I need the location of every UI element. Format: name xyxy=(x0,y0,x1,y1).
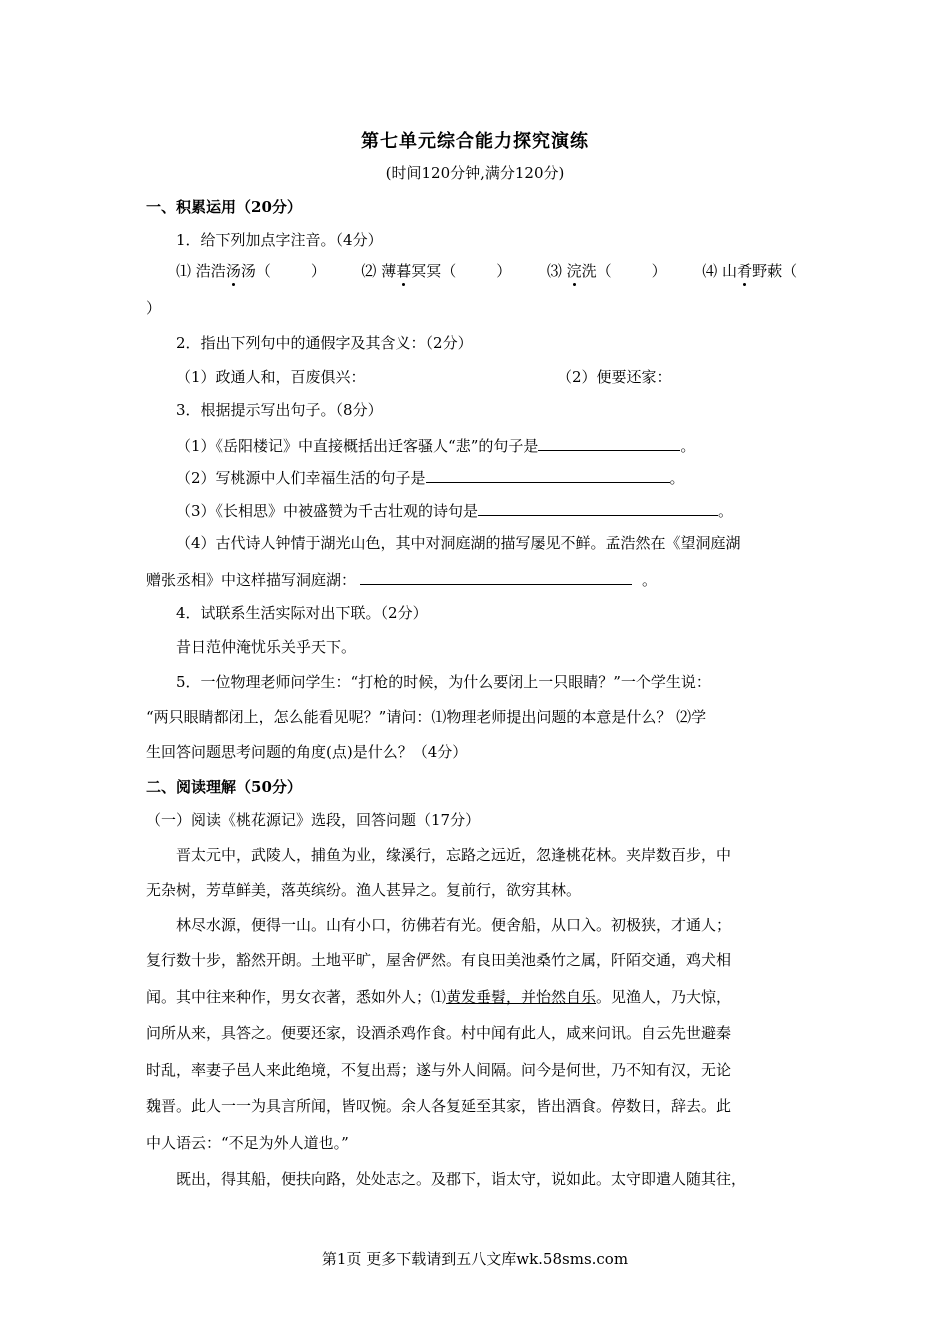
q2-stem: 2．指出下列句中的通假字及其含义：（2分） xyxy=(176,334,473,352)
passage-line: 问所从来，具答之。便要还家，设酒杀鸡作食。村中闻有此人，咸来问讯。自云先世避秦 xyxy=(146,1024,732,1042)
q2-b: （2）便要还家： xyxy=(557,368,672,386)
q3-d-line1: （4）古代诗人钟情于湖光山色，其中对洞庭湖的描写屡见不鲜。孟浩然在《望洞庭湖 xyxy=(176,534,741,552)
q1-item-4: ⑷ 山肴野蔌（ xyxy=(702,262,798,280)
section1-heading: 一、积累运用（20分） xyxy=(146,198,302,216)
answer-blank[interactable] xyxy=(360,568,632,585)
passage-line: 中人语云：“不足为外人道也。” xyxy=(146,1134,349,1152)
q1-stem: 1．给下列加点字注音。（4分） xyxy=(176,231,383,249)
passage-line: 魏晋。此人一一为具言所闻，皆叹惋。余人各复延至其家，皆出酒食。停数日，辞去。此 xyxy=(146,1097,732,1115)
page-footer: 第1页 更多下载请到五八文库wk.58sms.com xyxy=(321,1250,629,1268)
q3-d-line2: 赠张丞相》中这样描写洞庭湖： 。 xyxy=(146,568,657,590)
q4-text: 昔日范仲淹忧乐关乎天下。 xyxy=(176,638,357,656)
q1-item-1: ⑴ 浩浩汤汤（ ） xyxy=(176,262,326,280)
q5-line2: “两只眼睛都闭上，怎么能看见呢？”请问：⑴物理老师提出问题的本意是什么？ ⑵学 xyxy=(146,708,707,726)
reading-sub1: （一）阅读《桃花源记》选段，回答问题（17分） xyxy=(146,811,481,829)
q5-line1: 5．一位物理老师问学生：“打枪的时候，为什么要闭上一只眼睛？”一个学生说： xyxy=(176,673,711,691)
q3-b: （2）写桃源中人们幸福生活的句子是 。 xyxy=(176,466,685,488)
passage-line: 晋太元中，武陵人，捕鱼为业，缘溪行，忘路之远近，忽逢桃花林。夹岸数百步，中 xyxy=(176,846,732,864)
passage-line: 闻。其中往来种作，男女衣著，悉如外人；⑴黄发垂髫，并怡然自乐。见渔人，乃大惊， xyxy=(146,988,732,1006)
passage-line: 既出，得其船，便扶向路，处处志之。及郡下，诣太守，说如此。太守即遣人随其往， xyxy=(176,1170,747,1188)
q3-stem: 3．根据提示写出句子。（8分） xyxy=(176,401,383,419)
passage-line: 时乱，率妻子邑人来此绝境，不复出焉；遂与外人间隔。问今是何世，乃不知有汉，无论 xyxy=(146,1061,732,1079)
page-title: 第七单元综合能力探究演练 xyxy=(361,131,589,152)
q1-item-3: ⑶ 浣洗（ ） xyxy=(546,262,667,280)
underlined-sentence: 黄发垂髫，并怡然自乐 xyxy=(446,988,597,1006)
answer-blank[interactable] xyxy=(426,466,670,483)
answer-blank[interactable] xyxy=(478,499,718,516)
q1-items xyxy=(176,261,797,281)
page-subtitle: (时间120分钟,满分120分) xyxy=(385,164,565,182)
passage-line: 林尽水源，便得一山。山有小口，彷佛若有光。便舍船，从口入。初极狭，才通人； xyxy=(176,916,732,934)
q1-wrap: ） xyxy=(146,299,162,317)
q3-c: （3）《长相思》中被盛赞为千古壮观的诗句是 。 xyxy=(176,499,733,521)
q3-a: （1）《岳阳楼记》中直接概括出迁客骚人“悲”的句子是 。 xyxy=(176,434,695,456)
answer-blank[interactable] xyxy=(538,434,680,451)
section2-heading: 二、阅读理解（50分） xyxy=(146,778,302,796)
q2-a: （1）政通人和，百废俱兴： xyxy=(176,368,366,386)
q1-item-2: ⑵ 薄暮冥冥（ ） xyxy=(361,262,512,280)
passage-line: 无杂树，芳草鲜美，落英缤纷。渔人甚异之。复前行，欲穷其林。 xyxy=(146,881,582,899)
q4-stem: 4．试联系生活实际对出下联。（2分） xyxy=(176,604,428,622)
q5-line3: 生回答问题思考问题的角度(点)是什么？（4分） xyxy=(146,743,468,761)
passage-line: 复行数十步，豁然开朗。土地平旷，屋舍俨然。有良田美池桑竹之属，阡陌交通，鸡犬相 xyxy=(146,951,732,969)
